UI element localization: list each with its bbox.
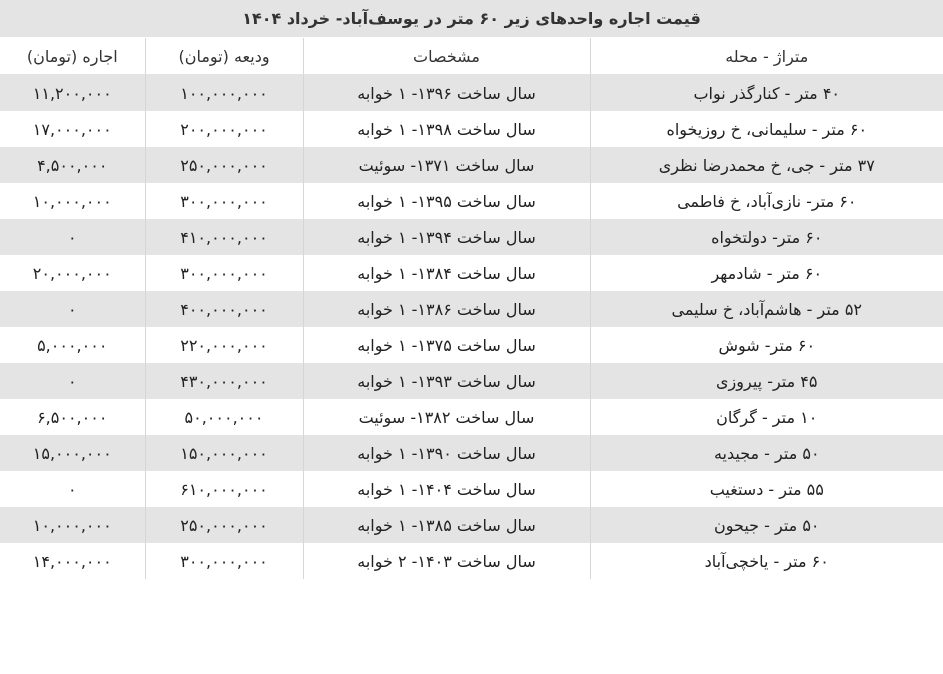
cell-area: ۶۰ متر - سلیمانی، خ روزیخواه bbox=[590, 111, 943, 147]
cell-rent: ۰ bbox=[0, 363, 145, 399]
cell-rent: ۶,۵۰۰,۰۰۰ bbox=[0, 399, 145, 435]
table-row bbox=[0, 255, 943, 291]
table-body bbox=[0, 75, 943, 580]
cell-deposit: ۲۰۰,۰۰۰,۰۰۰ bbox=[145, 111, 303, 147]
cell-area: ۴۵ متر- پیروزی bbox=[590, 363, 943, 399]
cell-rent: ۴,۵۰۰,۰۰۰ bbox=[0, 147, 145, 183]
cell-spec: سال ساخت ۱۳۹۰- ۱ خوابه bbox=[303, 435, 590, 471]
table-row bbox=[0, 507, 943, 543]
cell-area: ۵۲ متر - هاشم‌آباد، خ سلیمی bbox=[590, 291, 943, 327]
table-title: قیمت اجاره واحدهای زیر ۶۰ متر در یوسف‌آباد- خرداد ۱۴۰۴ bbox=[0, 0, 943, 38]
cell-area: ۶۰ متر- نازی‌آباد، خ فاطمی bbox=[590, 183, 943, 219]
table-row bbox=[0, 147, 943, 183]
cell-spec: سال ساخت ۱۳۷۵- ۱ خوابه bbox=[303, 327, 590, 363]
cell-deposit: ۳۰۰,۰۰۰,۰۰۰ bbox=[145, 543, 303, 579]
table-row bbox=[0, 363, 943, 399]
cell-deposit: ۴۰۰,۰۰۰,۰۰۰ bbox=[145, 291, 303, 327]
cell-area: ۶۰ متر- شوش bbox=[590, 327, 943, 363]
cell-rent: ۱۷,۰۰۰,۰۰۰ bbox=[0, 111, 145, 147]
header-rent: اجاره (تومان) bbox=[0, 38, 145, 75]
cell-deposit: ۴۱۰,۰۰۰,۰۰۰ bbox=[145, 219, 303, 255]
table-row bbox=[0, 183, 943, 219]
cell-area: ۶۰ متر- دولتخواه bbox=[590, 219, 943, 255]
cell-deposit: ۶۱۰,۰۰۰,۰۰۰ bbox=[145, 471, 303, 507]
cell-spec: سال ساخت ۱۳۸۲- سوئیت bbox=[303, 399, 590, 435]
cell-rent: ۱۴,۰۰۰,۰۰۰ bbox=[0, 543, 145, 579]
table-row bbox=[0, 219, 943, 255]
cell-area: ۵۰ متر - جیحون bbox=[590, 507, 943, 543]
cell-area: ۵۵ متر - دستغیب bbox=[590, 471, 943, 507]
table-row bbox=[0, 435, 943, 471]
cell-spec: سال ساخت ۱۳۸۴- ۱ خوابه bbox=[303, 255, 590, 291]
cell-rent: ۰ bbox=[0, 291, 145, 327]
cell-rent: ۱۵,۰۰۰,۰۰۰ bbox=[0, 435, 145, 471]
cell-area: ۱۰ متر - گرگان bbox=[590, 399, 943, 435]
header-deposit: ودیعه (تومان) bbox=[145, 38, 303, 75]
cell-deposit: ۵۰,۰۰۰,۰۰۰ bbox=[145, 399, 303, 435]
cell-spec: سال ساخت ۱۳۹۸- ۱ خوابه bbox=[303, 111, 590, 147]
table-row bbox=[0, 291, 943, 327]
cell-spec: سال ساخت ۱۳۷۱- سوئیت bbox=[303, 147, 590, 183]
cell-spec: سال ساخت ۱۴۰۳- ۲ خوابه bbox=[303, 543, 590, 579]
cell-rent: ۰ bbox=[0, 219, 145, 255]
cell-area: ۶۰ متر - یاخچی‌آباد bbox=[590, 543, 943, 579]
cell-spec: سال ساخت ۱۳۸۶- ۱ خوابه bbox=[303, 291, 590, 327]
cell-rent: ۰ bbox=[0, 471, 145, 507]
cell-rent: ۵,۰۰۰,۰۰۰ bbox=[0, 327, 145, 363]
cell-spec: سال ساخت ۱۴۰۴- ۱ خوابه bbox=[303, 471, 590, 507]
price-grid bbox=[0, 38, 943, 579]
cell-deposit: ۱۰۰,۰۰۰,۰۰۰ bbox=[145, 75, 303, 112]
table-row bbox=[0, 471, 943, 507]
cell-area: ۴۰ متر - کنارگذر نواب bbox=[590, 75, 943, 112]
cell-rent: ۱۰,۰۰۰,۰۰۰ bbox=[0, 507, 145, 543]
cell-deposit: ۱۵۰,۰۰۰,۰۰۰ bbox=[145, 435, 303, 471]
cell-deposit: ۲۲۰,۰۰۰,۰۰۰ bbox=[145, 327, 303, 363]
table-row bbox=[0, 327, 943, 363]
table-row bbox=[0, 543, 943, 579]
cell-area: ۵۰ متر - مجیدیه bbox=[590, 435, 943, 471]
header-row bbox=[0, 38, 943, 75]
cell-deposit: ۳۰۰,۰۰۰,۰۰۰ bbox=[145, 183, 303, 219]
header-spec: مشخصات bbox=[303, 38, 590, 75]
header-area: متراژ - محله bbox=[590, 38, 943, 75]
cell-deposit: ۴۳۰,۰۰۰,۰۰۰ bbox=[145, 363, 303, 399]
cell-rent: ۱۰,۰۰۰,۰۰۰ bbox=[0, 183, 145, 219]
cell-spec: سال ساخت ۱۳۹۳- ۱ خوابه bbox=[303, 363, 590, 399]
cell-deposit: ۲۵۰,۰۰۰,۰۰۰ bbox=[145, 507, 303, 543]
table-row bbox=[0, 75, 943, 112]
cell-spec: سال ساخت ۱۳۹۴- ۱ خوابه bbox=[303, 219, 590, 255]
cell-rent: ۲۰,۰۰۰,۰۰۰ bbox=[0, 255, 145, 291]
cell-spec: سال ساخت ۱۳۸۵- ۱ خوابه bbox=[303, 507, 590, 543]
cell-deposit: ۲۵۰,۰۰۰,۰۰۰ bbox=[145, 147, 303, 183]
cell-deposit: ۳۰۰,۰۰۰,۰۰۰ bbox=[145, 255, 303, 291]
cell-spec: سال ساخت ۱۳۹۶- ۱ خوابه bbox=[303, 75, 590, 112]
cell-area: ۶۰ متر - شادمهر bbox=[590, 255, 943, 291]
cell-area: ۳۷ متر - جی، خ محمدرضا نظری bbox=[590, 147, 943, 183]
table-row bbox=[0, 111, 943, 147]
cell-spec: سال ساخت ۱۳۹۵- ۱ خوابه bbox=[303, 183, 590, 219]
cell-rent: ۱۱,۲۰۰,۰۰۰ bbox=[0, 75, 145, 112]
table-row bbox=[0, 399, 943, 435]
